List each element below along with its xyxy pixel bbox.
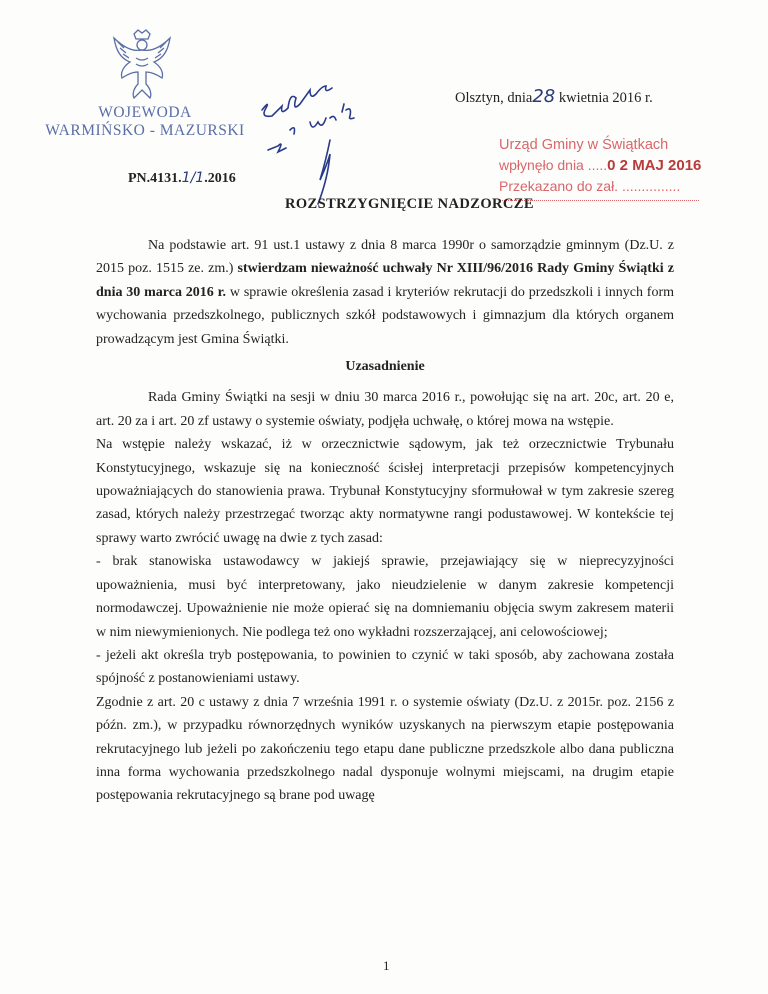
intro-paragraph: Na podstawie art. 91 ust.1 ustawy z dnia 8 marca 1990r o samorządzie gminnym (Dz.U. z 2015 poz. 1515 ze. zm.) stwierdzam nieważność uchwały Nr XIII/96/2016 Rady Gminy Świątki z dnia 30 marca 2016 r. w sprawie określenia zasad i kryteriów rekrutacji do przedszkoli i innych form wychowania przedszkolnego, publicznych szkół podstawowych i gimnazjum dla których organem prowadzącym jest Gmina Świątki.: [96, 238, 674, 347]
reference-number: PN.4131.1/1.2016: [128, 170, 236, 186]
office-region: WARMIŃSKO - MAZURSKI: [45, 122, 245, 139]
paragraph: Na wstępie należy wskazać, iż w orzecznictwie sądowym, jak też orzecznictwie Trybunału Konstytucyjnego, wskazuje się na konieczność ścisłej interpretacji przepisów kompetencyjnych upoważniających do stanowienia prawa. Trybunał Konstytucyjny sformułował w tym zakresie szereg zasad, których należy przestrzegać tworząc akty normatywne rangi podustawowej. W kontekście tej sprawy warto zwrócić uwagę na dwie z tych zasad:: [96, 437, 674, 546]
document-title: ROZSTRZYGNIĘCIE NADZORCZE: [285, 196, 534, 212]
stamp-received-date: 0 2 MAJ 2016: [607, 157, 702, 174]
polish-eagle-emblem-icon: [110, 28, 174, 100]
stamp-forwarded: Przekazano do zał. ...............: [499, 178, 681, 194]
receipt-stamp: [499, 135, 739, 201]
office-title: WOJEWODA: [98, 104, 192, 121]
decision-statement: stwierdzam nieważność uchwały Nr XIII/96/2016 Rady Gminy Świątki z dnia 30 marca 2016 r.: [96, 261, 674, 300]
issuing-office: [0, 104, 290, 140]
paragraph: - brak stanowiska ustawodawcy w jakiejś sprawie, przejawiający się w nieprecyzyjności upoważnienia, musi być interpretowany, jako nieudzielenie w danym zakresie kompetencji normodawczej. Upoważnienie nie może opierać się na domniemaniu objęcia swym zakresem materii w nim niewymienionych. Nie podlega też ono wykładni rozszerzającej, ani celowościowej;: [96, 554, 674, 640]
handwritten-annotation: [250, 60, 380, 210]
paragraph: Rada Gminy Świątki na sesji w dniu 30 marca 2016 r., powołując się na art. 20c, art. 20 e, art. 20 za i art. 20 zf ustawy o systemie oświaty, podjęła uchwałę, o której mowa na wstępie.: [96, 390, 674, 429]
paragraph: - jeżeli akt określa tryb postępowania, to powinien to czynić w taki sposób, aby zachowana została spójność z postanowieniami ustawy.: [96, 647, 674, 687]
reference-handwritten: 1/1: [181, 170, 205, 186]
justification-heading: Uzasadnienie: [345, 359, 425, 375]
date-day-handwritten: 28: [532, 86, 556, 107]
stamp-office: Urząd Gminy w Świątkach: [499, 137, 669, 153]
stamp-received: wpłynęło dnia .....0 2 MAJ 2016: [499, 157, 702, 174]
document-body: [96, 234, 674, 808]
paragraph: Zgodnie z art. 20 c ustawy z dnia 7 września 1991 r. o systemie oświaty (Dz.U. z 2015r. poz. 2156 z późn. zm.), w przypadku równorzędnych wyników uzyskanych na pierwszym etapie postępowania rekrutacyjnego lub jeżeli po zakończeniu tego etapu dane publiczne przedszkole albo dana publiczna inna forma wychowania przedszkolnego nadal dysponuje wolnymi miejscami, na drugim etapie postępowania rekrutacyjnego są brane pod uwagę: [96, 694, 674, 804]
place-and-date: Olsztyn, dnia28 kwietnia 2016 r.: [455, 86, 653, 107]
page-number: 1: [383, 958, 390, 973]
